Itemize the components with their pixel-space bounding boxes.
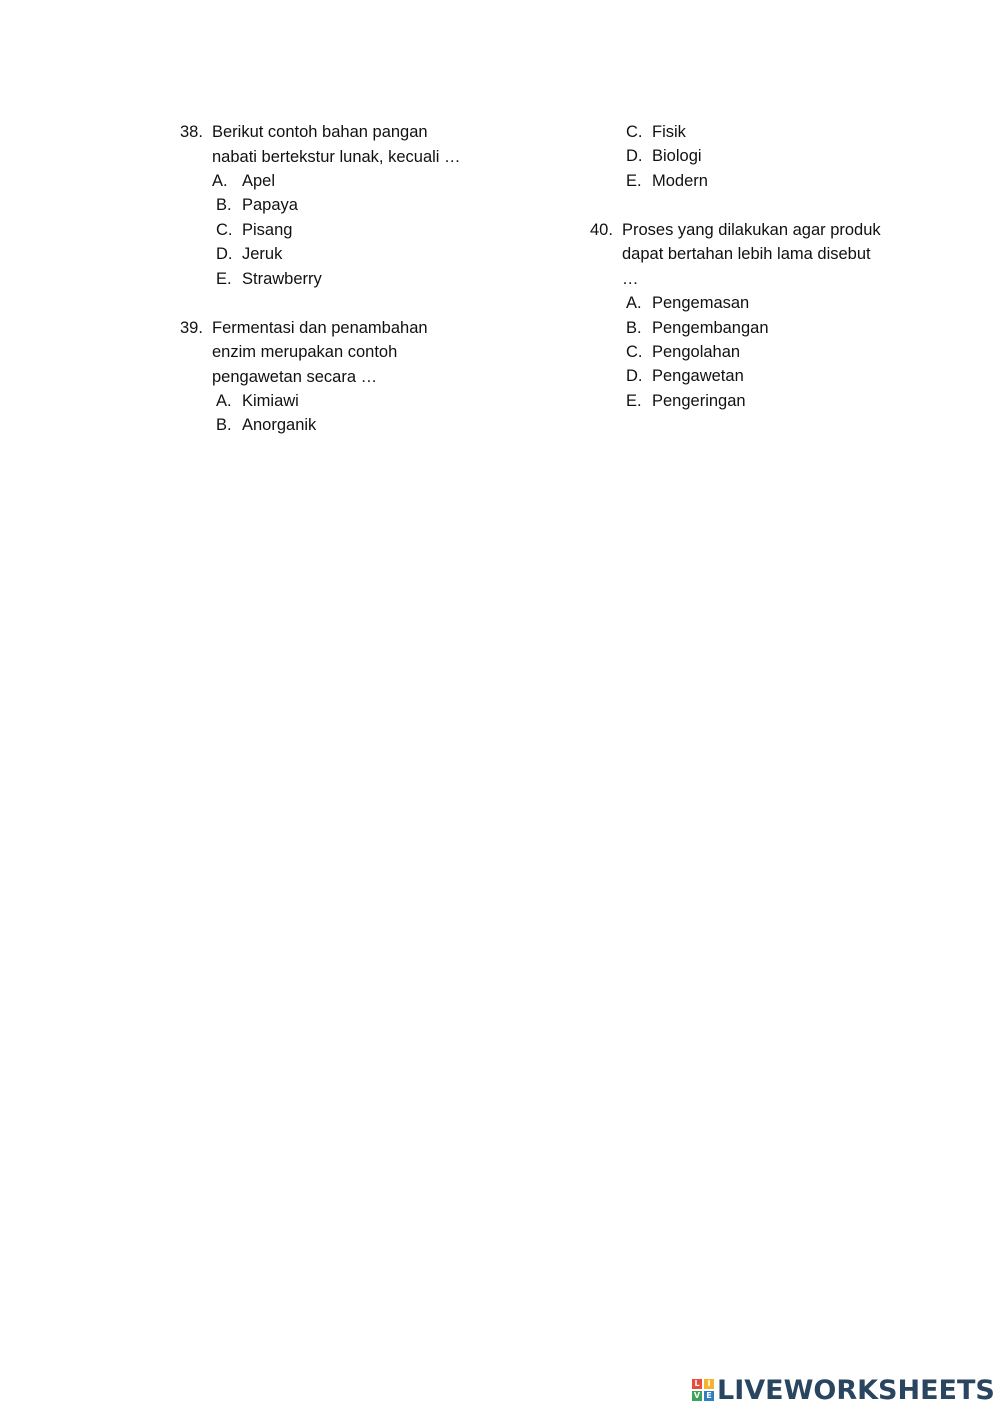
logo-tile: I [704, 1379, 714, 1389]
option-letter: E. [216, 269, 232, 288]
option-40-a [590, 291, 910, 315]
question-40 [590, 218, 910, 292]
option-text: Kimiawi [242, 392, 299, 411]
option-38-e [180, 267, 500, 291]
option-39-a [180, 389, 500, 413]
option-text: Pengolahan [652, 343, 741, 362]
option-39-c [590, 120, 910, 144]
option-38-d [180, 242, 500, 266]
question-text-line: Berikut contoh bahan pangan [212, 123, 428, 141]
option-40-c [590, 340, 910, 364]
option-letter: C. [216, 220, 233, 239]
logo-mark-icon [692, 1379, 714, 1401]
option-text: Papaya [242, 196, 298, 215]
question-text-line: Proses yang dilakukan agar produk [622, 220, 881, 239]
option-letter: A. [216, 392, 232, 411]
option-40-b [590, 316, 910, 340]
option-text: Fisik [652, 123, 686, 141]
logo-tile: V [693, 1391, 701, 1400]
option-letter: D. [216, 245, 233, 264]
option-39-e [590, 169, 910, 193]
option-text: Biologi [652, 147, 702, 166]
option-letter: B. [216, 416, 232, 435]
option-text: Strawberry [242, 269, 322, 288]
option-letter: E. [626, 391, 642, 410]
option-text: Apel [242, 172, 276, 190]
option-text: Pengeringan [652, 391, 746, 410]
question-number: 39. [180, 318, 203, 337]
option-letter: A. [212, 172, 228, 190]
option-text: Anorganik [242, 416, 317, 435]
option-39-b [180, 413, 500, 437]
question-38 [180, 120, 500, 169]
option-letter: D. [626, 367, 643, 386]
option-letter: A. [626, 294, 642, 313]
option-text: Pisang [242, 220, 293, 239]
option-letter: B. [216, 196, 232, 215]
right-column [590, 120, 910, 413]
question-text-line: pengawetan secara … [212, 367, 378, 386]
question-39 [180, 316, 500, 390]
logo-tile: E [704, 1391, 714, 1401]
option-40-d [590, 364, 910, 388]
logo-text: LIVEWORKSHEETS [717, 1374, 995, 1406]
option-38-a [180, 169, 500, 193]
option-letter: D. [626, 147, 643, 166]
option-text: Modern [652, 171, 708, 190]
option-letter: E. [626, 171, 642, 190]
question-text-line: nabati bertekstur lunak, kecuali … [212, 147, 461, 166]
left-column [180, 120, 500, 438]
option-text: Pengawetan [652, 367, 744, 386]
option-letter: B. [626, 318, 642, 337]
liveworksheets-logo [692, 1374, 995, 1406]
option-40-e [590, 389, 910, 413]
option-text: Jeruk [242, 245, 283, 264]
option-38-c [180, 218, 500, 242]
option-letter: C. [626, 343, 643, 362]
question-text-line: enzim merupakan contoh [212, 343, 398, 362]
option-letter: C. [626, 123, 643, 141]
question-number: 38. [180, 123, 203, 141]
question-text-line: dapat bertahan lebih lama disebut [622, 245, 871, 264]
option-39-d [590, 144, 910, 168]
question-text-line: … [622, 269, 639, 288]
question-number: 40. [590, 220, 613, 239]
option-text: Pengemasan [652, 294, 750, 313]
option-text: Pengembangan [652, 318, 769, 337]
question-text-line: Fermentasi dan penambahan [212, 318, 428, 337]
option-38-b [180, 193, 500, 217]
logo-tile: L [692, 1379, 702, 1389]
